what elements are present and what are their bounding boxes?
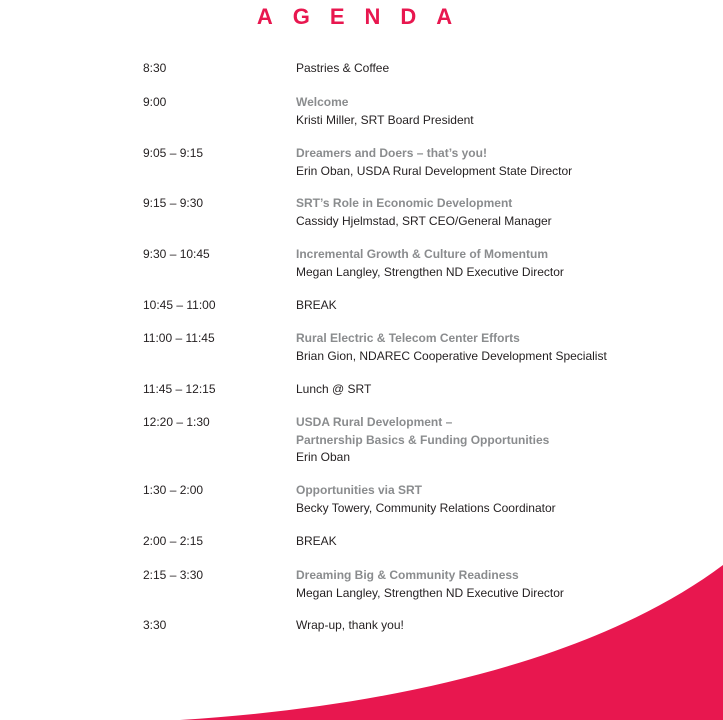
agenda-text: Megan Langley, Strengthen ND Executive Director	[296, 264, 564, 279]
agenda-details	[296, 94, 666, 129]
session-title: USDA Rural Development –	[296, 415, 453, 429]
agenda-time: 10:45 – 11:00	[143, 298, 216, 312]
agenda-time: 9:00	[143, 95, 167, 109]
agenda-time: 9:15 – 9:30	[143, 196, 204, 210]
agenda-time: 2:00 – 2:15	[143, 534, 204, 548]
agenda-time: 11:00 – 11:45	[143, 331, 215, 345]
agenda-time: 3:30	[143, 618, 167, 632]
agenda-text: Erin Oban, USDA Rural Development State Director	[296, 163, 573, 178]
agenda-details	[296, 381, 666, 399]
agenda-details	[296, 60, 666, 78]
agenda-title: AGENDA	[256, 4, 473, 29]
agenda-details	[296, 414, 666, 467]
agenda-text: BREAK	[296, 534, 337, 548]
session-title: Incremental Growth & Culture of Momentum	[296, 247, 549, 261]
agenda-time: 1:30 – 2:00	[143, 483, 204, 497]
session-title: Rural Electric & Telecom Center Efforts	[296, 331, 520, 345]
session-title: Dreamers and Doers – that’s you!	[296, 146, 487, 160]
agenda-text: Kristi Miller, SRT Board President	[296, 112, 474, 127]
agenda-time: 12:20 – 1:30	[143, 415, 210, 429]
agenda-text: Wrap-up, thank you!	[296, 618, 404, 632]
agenda-time: 8:30	[143, 61, 167, 75]
session-title: Opportunities via SRT	[296, 483, 423, 497]
agenda-text: BREAK	[296, 298, 337, 312]
agenda-details	[296, 617, 666, 635]
agenda-time: 2:15 – 3:30	[143, 568, 204, 582]
agenda-details	[296, 145, 666, 180]
agenda-time: 11:45 – 12:15	[143, 382, 216, 396]
agenda-details	[296, 533, 666, 551]
agenda-text: Lunch @ SRT	[296, 382, 372, 396]
agenda-details	[296, 195, 666, 230]
agenda-details	[296, 246, 666, 281]
agenda-text: Pastries & Coffee	[296, 61, 390, 75]
agenda-text: Becky Towery, Community Relations Coordinator	[296, 500, 556, 515]
agenda-text: Erin Oban	[296, 450, 351, 464]
agenda-details	[296, 482, 666, 517]
session-title: Dreaming Big & Community Readiness	[296, 568, 519, 582]
session-title: Partnership Basics & Funding Opportunities	[296, 432, 550, 447]
agenda-details	[296, 297, 666, 315]
agenda-time: 9:05 – 9:15	[143, 146, 204, 160]
agenda-time: 9:30 – 10:45	[143, 247, 210, 261]
session-title: Welcome	[296, 95, 349, 109]
agenda-text: Brian Gion, NDAREC Cooperative Development Specialist	[296, 348, 607, 363]
agenda-text: Megan Langley, Strengthen ND Executive Director	[296, 585, 564, 600]
agenda-details	[296, 330, 666, 365]
session-title: SRT’s Role in Economic Development	[296, 196, 513, 210]
agenda-details	[296, 567, 666, 602]
agenda-text: Cassidy Hjelmstad, SRT CEO/General Manager	[296, 213, 552, 228]
